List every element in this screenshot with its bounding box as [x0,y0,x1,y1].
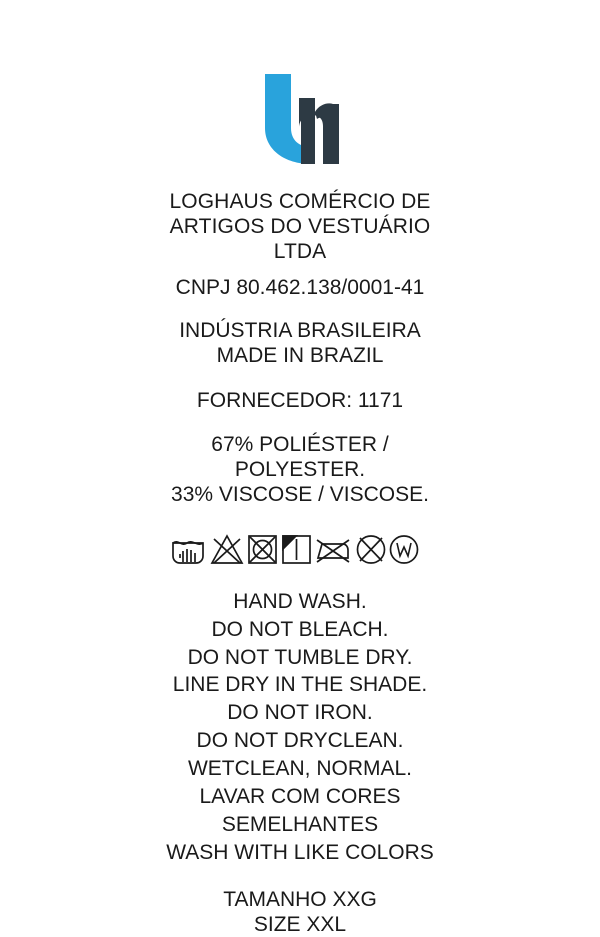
composition-line: POLYESTER. [234,458,366,482]
care-line: WASH WITH LIKE COLORS [166,840,434,864]
care-line: LINE DRY IN THE SHADE. [172,673,428,697]
do-not-tumble-dry-symbol [249,536,276,563]
wetclean-normal-symbol [391,536,418,563]
origin-info [179,319,421,369]
size-info [223,887,377,937]
care-line: DO NOT DRYCLEAN. [196,729,404,753]
do-not-bleach-symbol [212,536,242,563]
company-name-line: ARTIGOS DO VESTUÁRIO [169,214,431,238]
composition-line: 67% POLIÉSTER / [211,433,389,457]
do-not-iron-symbol [317,540,349,562]
origin-line: MADE IN BRAZIL [216,343,384,367]
company-cnpj: CNPJ 80.462.138/0001-41 [175,276,425,300]
care-line: HAND WASH. [233,589,367,613]
size-line: SIZE XXL [253,913,347,937]
company-name-line: LTDA [273,239,327,263]
care-line: SEMELHANTES [221,813,379,837]
care-line: DO NOT BLEACH. [211,617,389,641]
supplier-code: FORNECEDOR: 1171 [196,388,404,412]
composition-line: 33% VISCOSE / VISCOSE. [171,482,429,506]
care-symbols-icon-group [170,530,430,568]
brand-logo [257,68,343,170]
care-line: LAVAR COM CORES [199,785,401,809]
hand-wash-symbol [173,542,203,563]
size-line: TAMANHO XXG [223,887,377,911]
care-instructions [166,588,434,867]
care-line: DO NOT TUMBLE DRY. [187,645,413,669]
line-dry-in-shade-symbol [283,536,310,563]
company-name-line: LOGHAUS COMÉRCIO DE [169,190,431,213]
fabric-composition [171,433,429,507]
care-line: WETCLEAN, NORMAL. [187,757,413,781]
loghaus-logo-icon [257,68,343,170]
do-not-dryclean-symbol [358,536,385,563]
company-name [170,190,431,264]
origin-line: INDÚSTRIA BRASILEIRA [179,319,421,343]
care-line: DO NOT IRON. [227,701,373,725]
care-symbols-row [170,530,430,568]
